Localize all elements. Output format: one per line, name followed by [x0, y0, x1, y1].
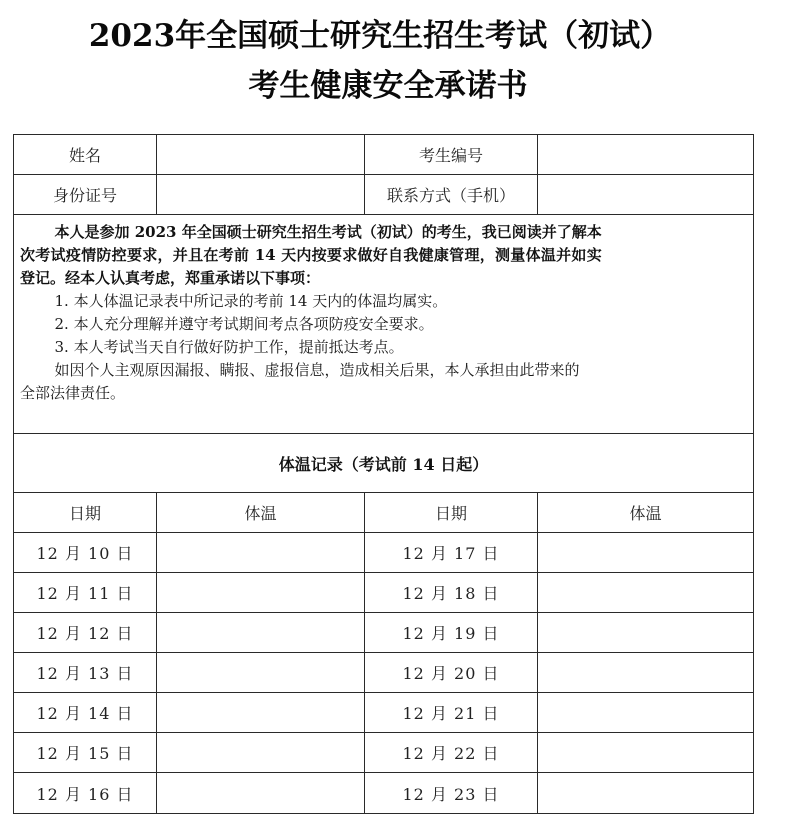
temperature-field[interactable]: [157, 693, 365, 732]
date-cell: 12 月 18 日: [365, 573, 538, 612]
exam-id-label: 考生编号: [365, 135, 538, 174]
temperature-field[interactable]: [157, 613, 365, 652]
document-title: 2023年全国硕士研究生招生考试（初试）: [88, 18, 672, 54]
temperature-field[interactable]: [157, 653, 365, 692]
temperature-field[interactable]: [538, 613, 753, 652]
statement-closing-line-2: 全部法律责任。: [20, 384, 126, 402]
temperature-field[interactable]: [538, 573, 753, 612]
header-temp-left: 体温: [157, 493, 365, 532]
temperature-field[interactable]: [538, 733, 753, 772]
statement-row: [14, 215, 753, 434]
temperature-field[interactable]: [157, 773, 365, 813]
document-subtitle: 考生健康安全承诺书: [248, 68, 528, 104]
table-row: [14, 773, 753, 813]
table-row: [14, 733, 753, 773]
date-cell: 12 月 22 日: [365, 733, 538, 772]
date-cell: 12 月 17 日: [365, 533, 538, 572]
id-card-field[interactable]: [157, 175, 365, 214]
info-row-2: [14, 175, 753, 215]
temperature-field[interactable]: [538, 533, 753, 572]
temperature-field[interactable]: [538, 773, 753, 813]
temperature-field[interactable]: [538, 653, 753, 692]
pledge-statement: [14, 215, 614, 433]
statement-intro-line-1: 本人是参加 2023 年全国硕士研究生招生考试（初试）的考生，我已阅读并了解本: [54, 223, 602, 241]
date-cell: 12 月 12 日: [14, 613, 157, 652]
temperature-field[interactable]: [538, 693, 753, 732]
header-date-left: 日期: [14, 493, 157, 532]
date-cell: 12 月 19 日: [365, 613, 538, 652]
name-field[interactable]: [157, 135, 365, 174]
date-cell: 12 月 23 日: [365, 773, 538, 813]
contact-field[interactable]: [538, 175, 753, 214]
temperature-header-row: [14, 493, 753, 533]
info-row-1: [14, 135, 753, 175]
temperature-field[interactable]: [157, 533, 365, 572]
id-card-label: 身份证号: [14, 175, 157, 214]
date-cell: 12 月 14 日: [14, 693, 157, 732]
table-row: [14, 693, 753, 733]
pledge-item-3: 3. 本人考试当天自行做好防护工作，提前抵达考点。: [54, 338, 404, 356]
temperature-field[interactable]: [157, 733, 365, 772]
temperature-title-row: [14, 434, 753, 493]
temperature-record-title: 体温记录（考试前 14 日起）: [278, 454, 489, 474]
exam-id-field[interactable]: [538, 135, 753, 174]
table-row: [14, 653, 753, 693]
pledge-item-2: 2. 本人充分理解并遵守考试期间考点各项防疫安全要求。: [54, 315, 434, 333]
date-cell: 12 月 10 日: [14, 533, 157, 572]
date-cell: 12 月 15 日: [14, 733, 157, 772]
pledge-item-1: 1. 本人体温记录表中所记录的考前 14 天内的体温均属实。: [54, 292, 448, 310]
header-date-right: 日期: [365, 493, 538, 532]
temperature-field[interactable]: [157, 573, 365, 612]
date-cell: 12 月 20 日: [365, 653, 538, 692]
pledge-form-table: [13, 134, 754, 814]
date-cell: 12 月 13 日: [14, 653, 157, 692]
table-row: [14, 613, 753, 653]
date-cell: 12 月 21 日: [365, 693, 538, 732]
statement-intro-line-2: 次考试疫情防控要求，并且在考前 14 天内按要求做好自我健康管理，测量体温并如实: [20, 246, 602, 264]
statement-closing-line-1: 如因个人主观原因漏报、瞒报、虚报信息，造成相关后果，本人承担由此带来的: [54, 361, 580, 379]
table-row: [14, 533, 753, 573]
contact-label: 联系方式（手机）: [365, 175, 538, 214]
statement-intro-line-3: 登记。经本人认真考虑，郑重承诺以下事项：: [20, 269, 321, 287]
header-temp-right: 体温: [629, 504, 662, 523]
date-cell: 12 月 11 日: [14, 573, 157, 612]
name-label: 姓名: [14, 135, 157, 174]
table-row: [14, 573, 753, 613]
date-cell: 12 月 16 日: [14, 773, 157, 813]
